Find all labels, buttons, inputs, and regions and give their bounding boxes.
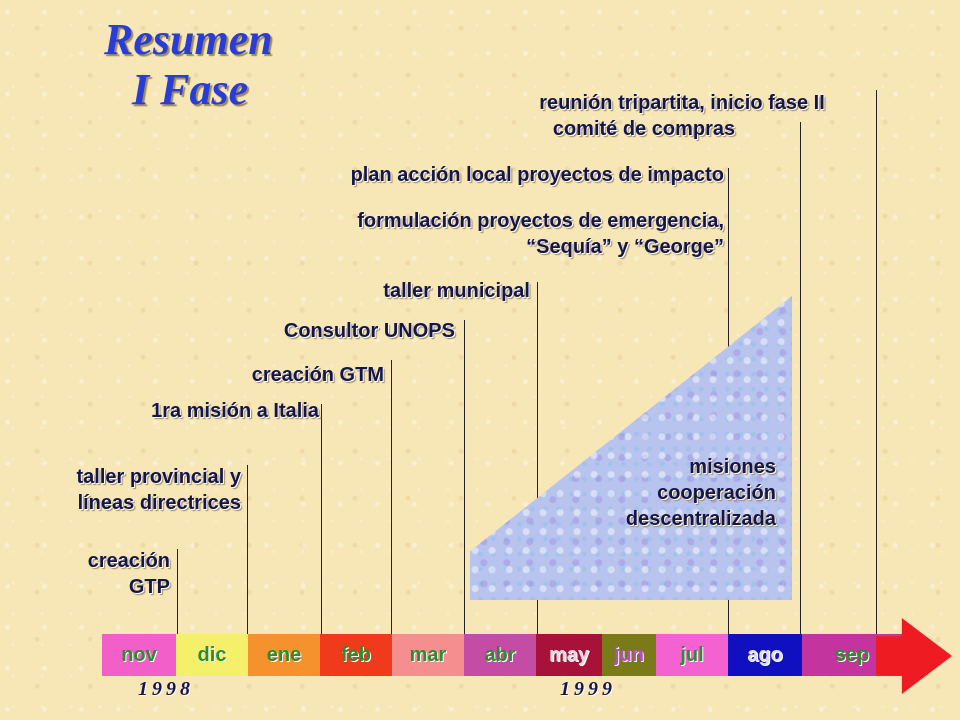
marker-line-mision-italia bbox=[321, 404, 322, 634]
event-taller-provincial bbox=[76, 464, 241, 516]
month-sep: sep bbox=[802, 634, 902, 676]
marker-line-gtp bbox=[177, 549, 178, 634]
event-plan-accion: plan acción local proyectos de impacto bbox=[350, 164, 724, 186]
marker-line-comite bbox=[800, 122, 801, 634]
event-taller-provincial-line-2: líneas directrices bbox=[77, 492, 241, 514]
timeline-arrow-icon bbox=[876, 618, 952, 694]
marker-line-consultor bbox=[464, 320, 465, 634]
event-comite-line: comité de compras bbox=[552, 118, 736, 140]
month-may: may bbox=[536, 634, 602, 676]
event-consultor-unops: Consultor UNOPS bbox=[283, 320, 455, 342]
event-creacion-gtm: creación GTM bbox=[251, 364, 384, 386]
event-formulacion bbox=[357, 208, 724, 260]
title-line-1: Resumen bbox=[104, 15, 273, 64]
event-mision-italia: 1ra misión a Italia bbox=[151, 400, 319, 422]
triangle-label-line-2: cooperación bbox=[657, 482, 776, 504]
event-formulacion-line-2: “Sequía” y “George” bbox=[526, 236, 724, 258]
month-feb: feb bbox=[320, 634, 392, 676]
marker-line-taller-provincial bbox=[247, 465, 248, 634]
triangle-label bbox=[626, 454, 776, 532]
triangle-label-line-1: misiones bbox=[689, 456, 776, 478]
cooperation-triangle bbox=[470, 296, 792, 600]
marker-line-gtm bbox=[391, 360, 392, 634]
month-dic: dic bbox=[176, 634, 248, 676]
triangle-label-line-3: descentralizada bbox=[625, 508, 776, 530]
month-jul: jul bbox=[656, 634, 728, 676]
event-creacion-gtp bbox=[88, 548, 170, 600]
year-1999: 1999 bbox=[560, 678, 616, 700]
month-ene: ene bbox=[248, 634, 320, 676]
event-creacion-gtp-line-2: GTP bbox=[128, 576, 170, 598]
month-abr: abr bbox=[464, 634, 536, 676]
event-reunion-line: reunión tripartita, inicio fase II bbox=[539, 92, 825, 114]
month-nov: nov bbox=[102, 634, 176, 676]
month-timeline bbox=[102, 634, 932, 676]
marker-line-reunion bbox=[876, 90, 877, 634]
event-formulacion-line-1: formulación proyectos de emergencia, bbox=[357, 210, 724, 232]
month-jun: jun bbox=[602, 634, 656, 676]
event-reunion-tripartita bbox=[490, 90, 874, 142]
title-line-2: I Fase bbox=[132, 65, 249, 114]
event-taller-provincial-line-1: taller provincial y bbox=[76, 466, 241, 488]
month-mar: mar bbox=[392, 634, 464, 676]
event-creacion-gtp-line-1: creación bbox=[87, 550, 170, 572]
year-1998: 1998 bbox=[138, 678, 194, 700]
month-ago: ago bbox=[728, 634, 802, 676]
event-taller-municipal: taller municipal bbox=[383, 280, 530, 302]
